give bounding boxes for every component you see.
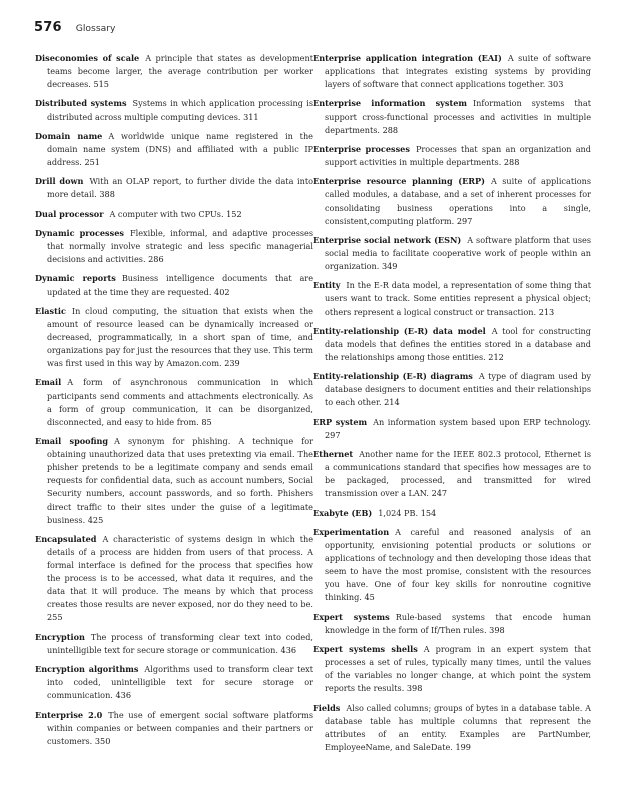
glossary-page-ref: 286 — [148, 254, 164, 265]
glossary-term: Exabyte (EB) — [313, 507, 373, 518]
page-number: 576 — [34, 20, 62, 35]
glossary-term: Enterprise resource planning (ERP) — [313, 176, 485, 187]
glossary-term: Elastic — [35, 305, 66, 316]
glossary-page-ref: 288 — [382, 124, 399, 135]
glossary-page-ref: 349 — [381, 261, 398, 272]
glossary-definition: A synonym for phishing. A technique for obtaining unauthorized data that uses pretexting via email. The phisher pretends to be a legitimate company and sends email requests for confidential data, such as account numbers, Social Security numbers, account passwords, and so forth. Phishers direct traffic to their sites under the guise of a legitimate business. — [47, 436, 313, 525]
glossary-entry — [313, 370, 591, 409]
glossary-page-ref: 199 — [455, 741, 471, 752]
glossary-entry — [313, 325, 591, 364]
glossary-term: Encapsulated — [35, 533, 97, 544]
glossary-term: Drill down — [35, 176, 84, 187]
glossary-definition: 1,024 PB. — [378, 507, 419, 518]
glossary-definition: With an OLAP report, to further divide the data into more detail. — [47, 176, 314, 200]
glossary-term: Enterprise 2.0 — [35, 709, 103, 720]
glossary-page-ref: 154 — [420, 507, 437, 518]
glossary-page-ref: 212 — [488, 352, 504, 362]
glossary-page-ref: 288 — [503, 157, 520, 168]
glossary-definition: Processes that span an organization and support activities in multiple departments. — [325, 143, 591, 168]
glossary-page-ref: 247 — [431, 488, 448, 499]
glossary-entry — [35, 435, 313, 527]
glossary-entry — [313, 526, 591, 605]
glossary-entry — [313, 611, 591, 637]
glossary-definition: In cloud computing, the situation that exists when the amount of resource leased can be dynamically increased or decreased, programmatically, in a short span of time, and organizations pay for just the resources that they use. This term was first used in this way by Amazon.com. — [47, 305, 313, 369]
glossary-definition: A principle that states as development teams become larger, the average contribution per worker decreases. — [47, 53, 313, 90]
glossary-definition: Another name for the IEEE 802.3 protocol, Ethernet is a communications standard that specifies how messages are to be packaged, processed, and transmitted for wired transmission over a LAN. — [325, 449, 591, 499]
glossary-definition: Algorithms used to transform clear text into coded, unintelligible text for secure storage or communication. — [47, 664, 313, 701]
glossary-definition: A software platform that uses social media to facilitate cooperative work of people within an organization. — [325, 234, 591, 272]
glossary-definition: Flexible, informal, and adaptive processes that normally involve strategic and less specific managerial decisions and activities. — [47, 227, 314, 265]
glossary-term: Expert systems — [313, 611, 390, 622]
glossary-page-ref: 85 — [201, 416, 212, 427]
glossary-definition: The use of emergent social software platforms within companies or between companies and their partners or customers. — [47, 709, 313, 746]
glossary-entry — [313, 507, 591, 520]
glossary-definition: Rule-based systems that encode human knowledge in the form of If/Then rules. — [325, 611, 591, 635]
glossary-page-ref: 297 — [325, 429, 341, 440]
glossary-entry — [35, 227, 313, 266]
glossary-entry — [35, 130, 313, 169]
glossary-entry — [35, 376, 313, 428]
glossary-definition: Systems in which application processing is distributed across multiple computing devices. — [47, 98, 314, 122]
glossary-term: Encryption algorithms — [35, 664, 139, 675]
glossary-definition: Also called columns; groups of bytes in a database table. A database table has multiple columns that represent the attributes of an entity. Examples are PartNumber, EmployeeName, and SaleDate. — [325, 702, 591, 752]
glossary-definition: A careful and reasoned analysis of an opportunity, envisioning potential products or solutions or applications of technology and then developing those ideas that seem to have the most promise, consistent with the resources you have. One of four key skills for nonroutine cognitive thinking. — [325, 526, 591, 603]
glossary-term: Enterprise social network (ESN) — [313, 234, 462, 245]
glossary-term: Dynamic reports — [35, 273, 116, 284]
page-header — [34, 20, 594, 40]
glossary-entry — [313, 416, 591, 442]
glossary-term: Fields — [313, 702, 341, 713]
glossary-term: Entity-relationship (E-R) diagrams — [313, 371, 473, 382]
glossary-term: ERP system — [313, 416, 368, 427]
glossary-entry — [313, 143, 591, 169]
glossary-term: Enterprise processes — [313, 143, 410, 154]
glossary-term: Entity-relationship (E-R) data model — [313, 325, 486, 336]
glossary-page-ref: 436 — [280, 644, 297, 655]
glossary-term: Email spoofing — [35, 436, 109, 447]
glossary-page-ref: 436 — [115, 690, 131, 701]
glossary-page-ref: 515 — [93, 79, 109, 90]
glossary-page-ref: 297 — [456, 215, 473, 226]
glossary-term: Encryption — [35, 631, 85, 642]
glossary-page-ref: 214 — [384, 397, 400, 408]
glossary-page-ref: 311 — [243, 111, 259, 122]
glossary-entry — [313, 448, 591, 500]
glossary-page-ref: 388 — [99, 189, 115, 200]
glossary-page-ref: 398 — [489, 624, 505, 635]
glossary-term: Ethernet — [313, 449, 354, 460]
glossary-definition: A program in an expert system that processes a set of rules, typically many times, until the values of the variables no longer change, at which point the system reports the results. — [325, 644, 591, 694]
glossary-definition: Information systems that support cross-functional processes and activities in multiple departments. — [325, 98, 591, 135]
glossary-page-ref: 251 — [84, 157, 100, 168]
glossary-term: Dynamic processes — [35, 227, 124, 238]
glossary-entry — [313, 97, 591, 136]
glossary-page-ref: 45 — [364, 592, 375, 603]
glossary-definition: A worldwide unique name registered in the domain name system (DNS) and affiliated with a public IP address. — [47, 130, 313, 168]
glossary-entry — [35, 208, 313, 221]
glossary-definition: A computer with two CPUs. — [109, 208, 224, 219]
glossary-definition: A characteristic of systems design in which the details of a process are hidden from users of that process. A formal interface is defined for the process that specifies how the process is to be accessed, what data it requires, and the data that it will produce. The means by which that process creates those results are never exposed, nor do they need to be. — [47, 533, 313, 610]
glossary-page-ref: 398 — [406, 683, 423, 694]
glossary-page-ref: 425 — [87, 514, 104, 525]
glossary-term: Distributed systems — [35, 98, 127, 109]
glossary-term: Expert systems shells — [313, 644, 418, 655]
glossary-entry — [35, 709, 313, 748]
glossary-entry — [313, 702, 591, 754]
glossary-page-ref: 350 — [94, 735, 111, 746]
glossary-definition: Business intelligence documents that are updated at the time they are requested. — [47, 273, 313, 297]
glossary-definition: In the E-R data model, a representation of some thing that users want to track. Some entities represent a physical object; others represent a logical construct or transaction. — [325, 280, 591, 317]
glossary-entry — [35, 52, 313, 91]
glossary-term: Enterprise information system — [313, 98, 467, 109]
glossary-page-ref: 213 — [538, 306, 555, 317]
glossary-entry — [35, 97, 313, 123]
glossary-definition: A suite of applications called modules, a database, and a set of inherent processes for consolidating business operations into a single, consistent,computing platform. — [325, 176, 591, 226]
glossary-entry — [35, 305, 313, 370]
glossary-entry — [35, 663, 313, 702]
glossary-entry — [313, 175, 591, 227]
section-title: Glossary — [75, 23, 116, 34]
glossary-entry — [35, 533, 313, 625]
glossary-page-ref: 239 — [224, 358, 240, 369]
right-column — [313, 52, 591, 760]
glossary-entry — [35, 272, 313, 298]
glossary-term: Diseconomies of scale — [35, 53, 140, 63]
glossary-definition: The process of transforming clear text into coded, unintelligible text for secure storage or communication. — [47, 631, 313, 655]
glossary-page-ref: 255 — [47, 612, 63, 623]
glossary-term: Dual processor — [35, 208, 104, 219]
glossary-definition: An information system based upon ERP technology. — [373, 416, 591, 427]
glossary-entry — [35, 631, 313, 657]
glossary-entry — [313, 234, 591, 273]
glossary-definition: A form of asynchronous communication in which participants send comments and attachments electronically. As a form of group communication, it can be disorganized, disconnected, and easy to hide from. — [47, 377, 313, 427]
glossary-entry — [35, 175, 313, 201]
glossary-definition: A tool for constructing data models that defines the entities stored in a database and the relationships among those entities. — [325, 325, 591, 362]
glossary-definition: A type of diagram used by database designers to document entities and their relationships to each other. — [325, 371, 592, 408]
glossary-definition: A suite of software applications that integrates existing systems by providing layers of software that connect applications together. — [325, 53, 591, 90]
glossary-page-ref: 152 — [226, 208, 242, 219]
glossary-term: Email — [35, 377, 62, 388]
glossary-term: Enterprise application integration (EAI) — [313, 53, 502, 63]
glossary-entry — [313, 279, 591, 318]
glossary-page-ref: 402 — [214, 286, 230, 297]
left-column — [35, 52, 313, 754]
glossary-entry — [313, 52, 591, 91]
glossary-term: Entity — [313, 280, 341, 291]
glossary-term: Experimentation — [313, 526, 390, 537]
glossary-entry — [313, 643, 591, 695]
glossary-term: Domain name — [35, 130, 103, 141]
glossary-page-ref: 303 — [547, 79, 564, 90]
